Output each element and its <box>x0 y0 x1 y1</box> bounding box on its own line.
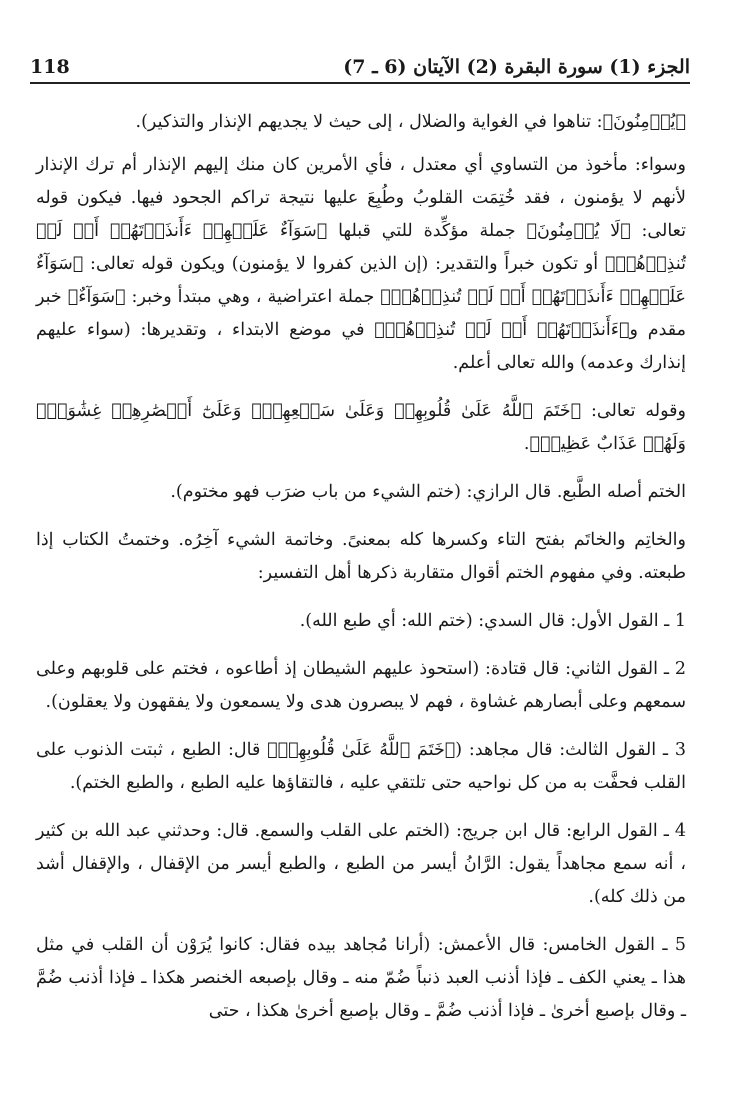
paragraph-opinion-4: 4 ـ القول الرابع: قال ابن جريج: (الختم على القلب والسمع. قال: وحدثني عبد الله بن كثير ، أنه سمع مجاهداً يقول: الرَّانُ أيسر من الطبع ، والطبع أيسر من الإقفال ، والإقفال أشد من ذلك كله). <box>36 821 686 907</box>
paragraph-opinion-3: 3 ـ القول الثالث: قال مجاهد: (﴿خَتَمَ ٱللَّهُ عَلَىٰ قُلُوبِهِمۡ﴾ قال: الطبع ، ثبتت الذنوب على القلب فحفَّت به من كل نواحيه حتى تلتقي عليه ، فالتقاؤها عليه الطبع ، والطبع الختم). <box>36 740 686 793</box>
page-number: 118 <box>30 56 70 78</box>
page-body <box>36 106 686 1043</box>
paragraph-opinion-1: 1 ـ القول الأول: قال السدي: (ختم الله: أي طبع الله). <box>299 611 686 631</box>
paragraph-opinion-5: 5 ـ القول الخامس: قال الأعمش: (أرانا مُجاهد بيده فقال: كانوا يُرَوْن أن القلب في مثل هذا ـ يعني الكف ـ فإذا أذنب العبد ذنباً ضُمّ منه ـ وقال بإصبعه الخنصر هكذا ـ فإذا أذنب ضُمَّ ـ وقال بإصبع أخرىٰ ـ فإذا أذنب ضُمَّ ـ وقال بإصبع أخرىٰ هكذا ، حتى <box>36 935 686 1021</box>
paragraph-khatim: والخاتِم والخاتَم بفتح التاء وكسرها كله بمعنىً. وخاتمة الشيء آخِرُه. وختمتُ الكتاب إذا طبعته. وفي مفهوم الختم أقوال متقاربة ذكرها أهل التفسير: <box>36 530 686 583</box>
paragraph-khatm-definition: الختم أصله الطَّبع. قال الرازي: (ختم الشيء من باب ضرَب فهو مختوم). <box>170 482 686 502</box>
paragraph-opinion-2: 2 ـ القول الثاني: قال قتادة: (استحوذ عليهم الشيطان إذ أطاعوه ، فختم على قلوبهم وعلى سمعهم وعلى أبصارهم غشاوة ، فهم لا يبصرون هدى ولا يسمعون ولا يفقهون ولا يعقلون). <box>36 659 686 712</box>
paragraph-verse-quote: وقوله تعالى: ﴿خَتَمَ ٱللَّهُ عَلَىٰ قُلُوبِهِمۡ وَعَلَىٰ سَمۡعِهِمۡۖ وَعَلَىٰٓ أَبۡصَٰرِهِمۡ غِشَٰوَةٞۖ وَلَهُمۡ عَذَابٌ عَظِيمٞ﴾. <box>36 401 686 454</box>
running-title: الجزء (1) سورة البقرة (2) الآيتان (6 ـ 7) <box>343 56 690 78</box>
paragraph-sawaa: وسواء: مأخوذ من التساوي أي معتدل ، فأي الأمرين كان منك إليهم الإنذار أم ترك الإنذار لأنهم لا يؤمنون ، فقد خُتِمَت القلوبُ وطُبِعَ عليها نتيجة تراكم الجحود فيها. فيكون قوله تعالى: ﴿لَا يُؤۡمِنُونَ﴾ جملة مؤكِّدة للتي قبلها ﴿سَوَآءٌ عَلَيۡهِمۡ ءَأَنذَرۡتَهُمۡ أَمۡ لَمۡ تُنذِرۡهُمۡ﴾ أو تكون خبراً والتقدير: (إن الذين كفروا لا يؤمنون) ويكون قوله تعالى: ﴿سَوَآءٌ عَلَيۡهِمۡ ءَأَنذَرۡتَهُمۡ أَمۡ لَمۡ تُنذِرۡهُمۡ﴾ جملة اعتراضية ، وهي مبتدأ وخبر: ﴿سَوَآءٌ﴾ خبر مقدم و﴿ءَأَنذَرۡتَهُمۡ أَمۡ لَمۡ تُنذِرۡهُمۡ﴾ في موضع الابتداء ، وتقديرها: (سواء عليهم إنذارك وعدمه) والله تعالى أعلم. <box>36 155 686 373</box>
page-header <box>30 48 690 84</box>
paragraph-continuation: ﴿يُؤۡمِنُونَ﴾: تناهوا في الغواية والضلال ، إلى حيث لا يجديهم الإنذار والتذكير). <box>135 112 686 132</box>
